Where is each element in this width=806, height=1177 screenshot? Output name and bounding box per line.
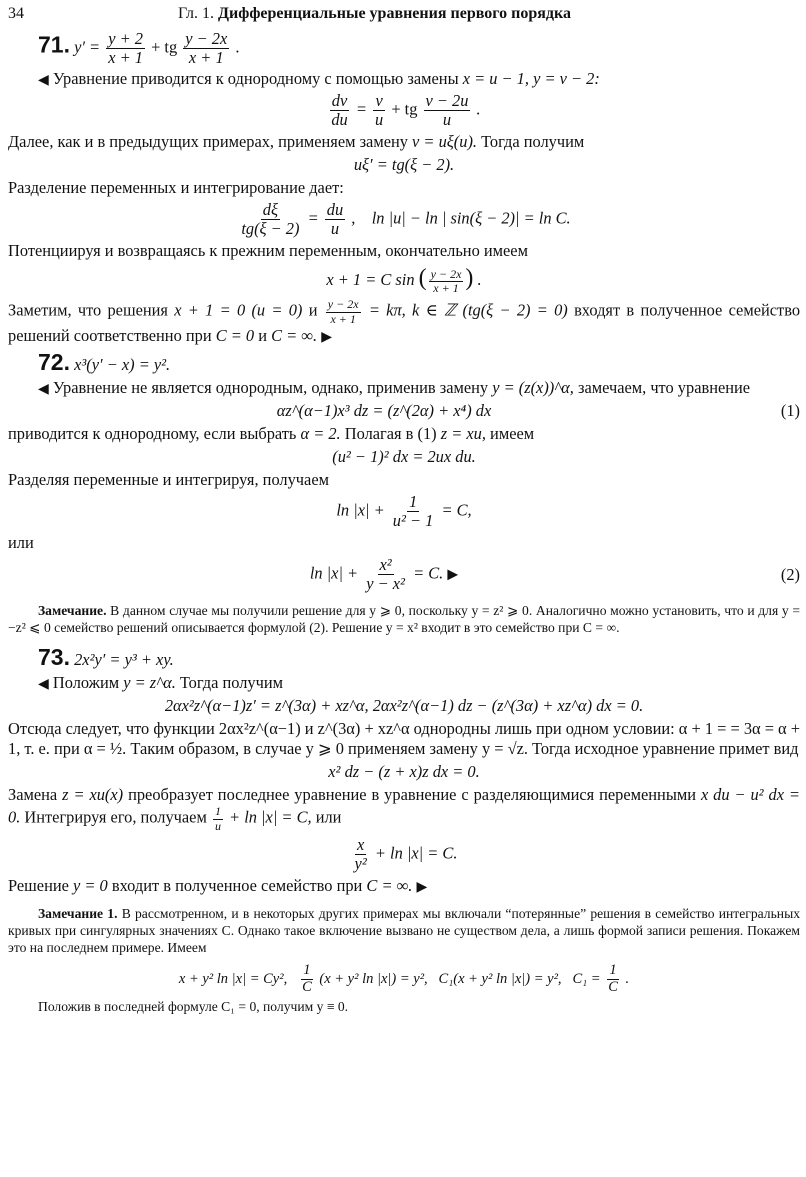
p71-step-4: Потенциируя и возвращаясь к прежним переменным, окончательно имеем bbox=[8, 241, 528, 261]
p72-e3-frac-num: 1 bbox=[408, 491, 418, 511]
p71-equation-2: uξ′ = tg(ξ − 2). bbox=[353, 155, 455, 175]
p71-step-3: Разделение переменных и интегрирование дает: bbox=[8, 178, 344, 198]
problem-73-number: 73. bbox=[38, 644, 70, 671]
p73-e3-frac bbox=[353, 836, 369, 873]
p71-e3-frac-1-num: dξ bbox=[262, 200, 278, 220]
p73-re-end: . bbox=[625, 970, 630, 987]
problem-72-heading bbox=[38, 348, 800, 376]
p71-step-1-math: x = u − 1, y = v − 2: bbox=[462, 69, 600, 89]
solution-start-marker: ◀ bbox=[38, 73, 49, 89]
p72-e4-frac-num: x² bbox=[379, 555, 392, 575]
p72-step-2-tail: Полагая в (1) bbox=[344, 423, 437, 443]
p73-step-4 bbox=[8, 876, 800, 896]
p72-step-1-tail: замечаем, что уравнение bbox=[577, 377, 751, 397]
p73-re-a: x + y² ln |x| = Cy², bbox=[178, 970, 288, 987]
p71-s5-and2: и bbox=[258, 325, 267, 345]
p72-remark bbox=[8, 603, 800, 637]
p71-e3-frac-2-num: du bbox=[326, 200, 344, 220]
p71-step-2-tail: Тогда получим bbox=[481, 132, 585, 152]
solution-end-marker: ▶ bbox=[447, 567, 459, 583]
p71-s5-and: и bbox=[308, 300, 318, 320]
p73-remark-text: В рассмотренном, и в некоторых других примерах мы включали “потерянные” решения в семейство интегральных кривых при сингулярных значениях C. Однако такое включение вызвано не существом дела, а лишь формой записи решения. Покажем это на последнем примере. Имеем bbox=[8, 905, 800, 955]
p71-e1-end: . bbox=[476, 99, 481, 119]
p71-e3-frac-1-den: tg(ξ − 2) bbox=[241, 219, 300, 239]
p72-e4-rhs: = C. bbox=[413, 563, 444, 583]
p73-s3-frac-den: u bbox=[214, 818, 221, 833]
p71-e1-frac-3-den: u bbox=[442, 110, 452, 130]
p71-frac-2 bbox=[183, 30, 229, 67]
p71-frac-2-num: y − 2x bbox=[185, 29, 228, 48]
p72-e4-frac-den: y − x² bbox=[366, 574, 405, 594]
p73-step-3 bbox=[8, 785, 800, 832]
p73-re-d: C₁ = bbox=[572, 970, 601, 987]
equation-tag-2: (2) bbox=[780, 564, 800, 584]
p71-step-5 bbox=[8, 298, 800, 345]
p71-e1-frac-2 bbox=[373, 92, 385, 129]
p72-step-1 bbox=[8, 378, 800, 398]
p71-e3-equals: = bbox=[307, 208, 319, 228]
p71-e3-tail: , ln |u| − ln | sin(ξ − 2)| = ln C. bbox=[351, 208, 571, 228]
p71-frac-1 bbox=[106, 30, 145, 67]
p73-step-1-text: Положим bbox=[52, 673, 120, 693]
p71-frac-1-num: y + 2 bbox=[108, 29, 143, 48]
p73-e3-frac-den: y² bbox=[354, 853, 367, 873]
solution-start-marker: ◀ bbox=[38, 381, 49, 397]
p73-re-c: C₁(x + y² ln |x|) = y², bbox=[438, 970, 562, 987]
p73-remark-label: Замечание 1. bbox=[38, 905, 118, 921]
p72-step-2 bbox=[8, 424, 800, 444]
p71-s5-a: Заметим, что решения bbox=[8, 300, 168, 320]
p71-s5-frac-num: y − 2x bbox=[327, 297, 359, 312]
p71-s5-m1: x + 1 = 0 (u = 0) bbox=[174, 300, 303, 320]
p73-re-frac-1 bbox=[300, 963, 314, 996]
p73-re-frac-2-den: C bbox=[608, 978, 618, 995]
p71-e4-frac-den: x + 1 bbox=[433, 281, 459, 296]
p73-remark bbox=[8, 906, 800, 957]
p71-step-1 bbox=[8, 69, 800, 89]
p72-remark-label: Замечание. bbox=[38, 603, 107, 619]
p73-re-frac-1-den: C bbox=[302, 978, 312, 995]
solution-start-marker: ◀ bbox=[38, 677, 49, 693]
p73-s3-d: или bbox=[315, 807, 342, 827]
p73-step-1 bbox=[8, 673, 800, 693]
p72-step-3: Разделяя переменные и интегрируя, получаем bbox=[8, 469, 329, 489]
p73-remark-equation bbox=[8, 963, 800, 996]
problem-72-number: 72. bbox=[38, 348, 70, 375]
p73-s4-b: входит в полученное семейство при bbox=[111, 875, 363, 895]
p73-s4-m1: y = 0 bbox=[73, 875, 108, 895]
p73-s3-m2: x du − u² dx = 0. bbox=[8, 785, 800, 827]
p71-e1-frac-1-den: du bbox=[331, 110, 348, 130]
p71-tg: + tg bbox=[151, 37, 178, 57]
p71-e4-frac-num: y − 2x bbox=[430, 266, 462, 281]
p72-equation-2: (u² − 1)² dx = 2ux du. bbox=[332, 446, 476, 466]
p72-e3-frac-den: u² − 1 bbox=[392, 511, 434, 531]
p73-step-1-tail: Тогда получим bbox=[179, 673, 284, 693]
p72-e4-lhs: ln |x| + bbox=[309, 563, 359, 583]
p73-s3-frac-num: 1 bbox=[214, 804, 221, 819]
p73-equation-3 bbox=[8, 836, 800, 873]
chapter-title: Дифференциальные уравнения первого порядка bbox=[218, 5, 571, 22]
p71-frac-2-den: x + 1 bbox=[188, 48, 224, 68]
page-number: 34 bbox=[8, 5, 24, 22]
p71-eq-end: . bbox=[235, 37, 240, 57]
p71-e3-frac-2-den: u bbox=[330, 219, 340, 239]
p71-eq-lhs: y′ = bbox=[74, 37, 101, 57]
p73-re-frac-2-num: 1 bbox=[609, 961, 617, 978]
p72-equation-1 bbox=[8, 401, 800, 421]
p71-s5-b: входят в полученное семейство решений соответственно при bbox=[8, 300, 801, 345]
p73-s3-m1: z = xu(x) bbox=[62, 785, 124, 805]
p73-s3-c: Интегрируя его, получаем bbox=[24, 807, 207, 827]
p73-step-1-math: y = z^α. bbox=[123, 673, 176, 693]
p71-e1-frac-2-den: u bbox=[375, 110, 384, 130]
p72-equation-4-body bbox=[8, 556, 760, 593]
p72-step-1-math: y = (z(x))^α, bbox=[492, 377, 574, 397]
p71-equation-3 bbox=[8, 201, 800, 238]
p73-e3-rhs: + ln |x| = C. bbox=[374, 843, 458, 863]
p73-re-frac-2 bbox=[606, 963, 620, 996]
p71-step-1-text: Уравнение приводится к однородному с помощью замены bbox=[52, 69, 459, 89]
p71-e3-frac-2 bbox=[325, 201, 345, 238]
p73-s3-m3: + ln |x| = C, bbox=[229, 807, 312, 827]
p72-or: или bbox=[8, 533, 34, 553]
p71-e4-end: . bbox=[477, 270, 482, 290]
p71-s5-frac-den: x + 1 bbox=[330, 311, 356, 326]
p71-e4-lhs: x + 1 = C sin bbox=[326, 270, 415, 290]
problem-71-heading bbox=[38, 30, 800, 67]
p73-equation-1: 2αx²z^(α−1)z′ = z^(3α) + xz^α, 2αx²z^(α−1) dz − (z^(3α) + xz^α) dx = 0. bbox=[164, 696, 644, 716]
problem-73-heading bbox=[38, 643, 800, 671]
problem-71-number: 71. bbox=[38, 31, 70, 58]
p72-step-2-math: α = 2. bbox=[300, 423, 341, 443]
p72-e3-frac bbox=[391, 493, 436, 530]
chapter-number: Гл. 1. bbox=[178, 5, 215, 22]
p73-s3-a: Замена bbox=[8, 785, 58, 805]
p71-step-2-text: Далее, как и в предыдущих примерах, применяем замену bbox=[8, 132, 408, 152]
p72-e3-lhs: ln |x| + bbox=[336, 500, 385, 520]
p71-e1-equals: = bbox=[355, 99, 367, 119]
p71-e3-frac-1 bbox=[239, 201, 301, 238]
p73-step-2: Отсюда следует, что функции 2αx²z^(α−1) и z^(3α) + xz^α однородны лишь при одном условии: α + 1 = = 3α = α + 1, т. е. при α = ½. Таким образом, в случае y ⩾ 0 применяем замену y = √z. Тогда исходное уравнение примет вид bbox=[8, 719, 800, 759]
p71-e1-frac-2-num: v bbox=[375, 91, 383, 111]
p71-equation-1 bbox=[8, 92, 800, 129]
p73-s3-frac bbox=[213, 805, 223, 832]
p71-e1-tg: + tg bbox=[391, 99, 418, 119]
p73-s3-b: преобразует последнее уравнение в уравнение с разделяющимися переменными bbox=[128, 785, 696, 805]
p71-equation-4: x + 1 = C sin ( $\frac{y - 2x}{x + 1}$ ) . bbox=[326, 265, 482, 296]
p72-equation-4 bbox=[8, 556, 800, 593]
running-header bbox=[8, 4, 800, 28]
p73-equation-2: x² dz − (z + x)z dx = 0. bbox=[328, 762, 480, 782]
p72-e3-rhs: = C, bbox=[441, 500, 472, 520]
equation-tag-1: (1) bbox=[780, 400, 800, 420]
p73-s4-m2: C = ∞. bbox=[366, 875, 413, 895]
p71-step-2-math: v = uξ(u). bbox=[412, 132, 478, 152]
p71-e1-frac-1-num: dv bbox=[331, 91, 348, 111]
solution-end-marker: ▶ bbox=[416, 879, 428, 895]
p71-s5-frac bbox=[326, 298, 361, 325]
problem-72-equation: x³(y′ − x) = y². bbox=[74, 354, 171, 374]
p72-equation-3 bbox=[8, 493, 800, 530]
p72-remark-text: В данном случае мы получили решение для y ⩾ 0, поскольку y = z² ⩾ 0. Аналогично можно установить, что и для y = −z² ⩽ 0 семейство решений описывается формулой (2). Решение y = x² входит в это семейство при C = ∞. bbox=[8, 603, 801, 636]
chapter-heading bbox=[178, 4, 800, 24]
p71-e4-frac bbox=[429, 268, 464, 295]
p73-s4-a: Решение bbox=[8, 875, 69, 895]
p73-e3-frac-num: x bbox=[357, 834, 365, 854]
p73-re-frac-1-num: 1 bbox=[303, 961, 311, 978]
p72-step-2-math2: z = xu, bbox=[440, 423, 486, 443]
p73-re-b: (x + y² ln |x|) = y², bbox=[319, 970, 428, 987]
p71-s5-m4: C = ∞. bbox=[271, 325, 318, 345]
page bbox=[8, 4, 800, 1022]
p73-remark-last: Положив в последней формуле C₁ = 0, получим y ≡ 0. bbox=[38, 998, 349, 1014]
problem-73-equation: 2x²y′ = y³ + xy. bbox=[74, 650, 174, 670]
p71-step-2 bbox=[8, 132, 800, 152]
p72-step-2-tail2: имеем bbox=[490, 423, 535, 443]
p72-e4-frac bbox=[364, 556, 407, 593]
p71-e1-frac-3 bbox=[424, 92, 471, 129]
p71-e1-frac-1 bbox=[329, 92, 349, 129]
p72-step-1-text: Уравнение не является однородным, однако, применив замену bbox=[52, 377, 489, 397]
p71-e1-frac-3-num: v − 2u bbox=[425, 91, 469, 111]
p71-s5-m3: C = 0 bbox=[215, 325, 255, 345]
p71-frac-1-den: x + 1 bbox=[108, 48, 143, 68]
p71-s5-m2: = kπ, k ∈ ℤ (tg(ξ − 2) = 0) bbox=[368, 300, 568, 320]
solution-end-marker: ▶ bbox=[321, 329, 332, 345]
p72-step-2-text: приводится к однородному, если выбрать bbox=[8, 423, 297, 443]
p72-equation-1-body: αz^(α−1)x³ dz = (z^(2α) + x⁴) dx bbox=[276, 400, 492, 420]
